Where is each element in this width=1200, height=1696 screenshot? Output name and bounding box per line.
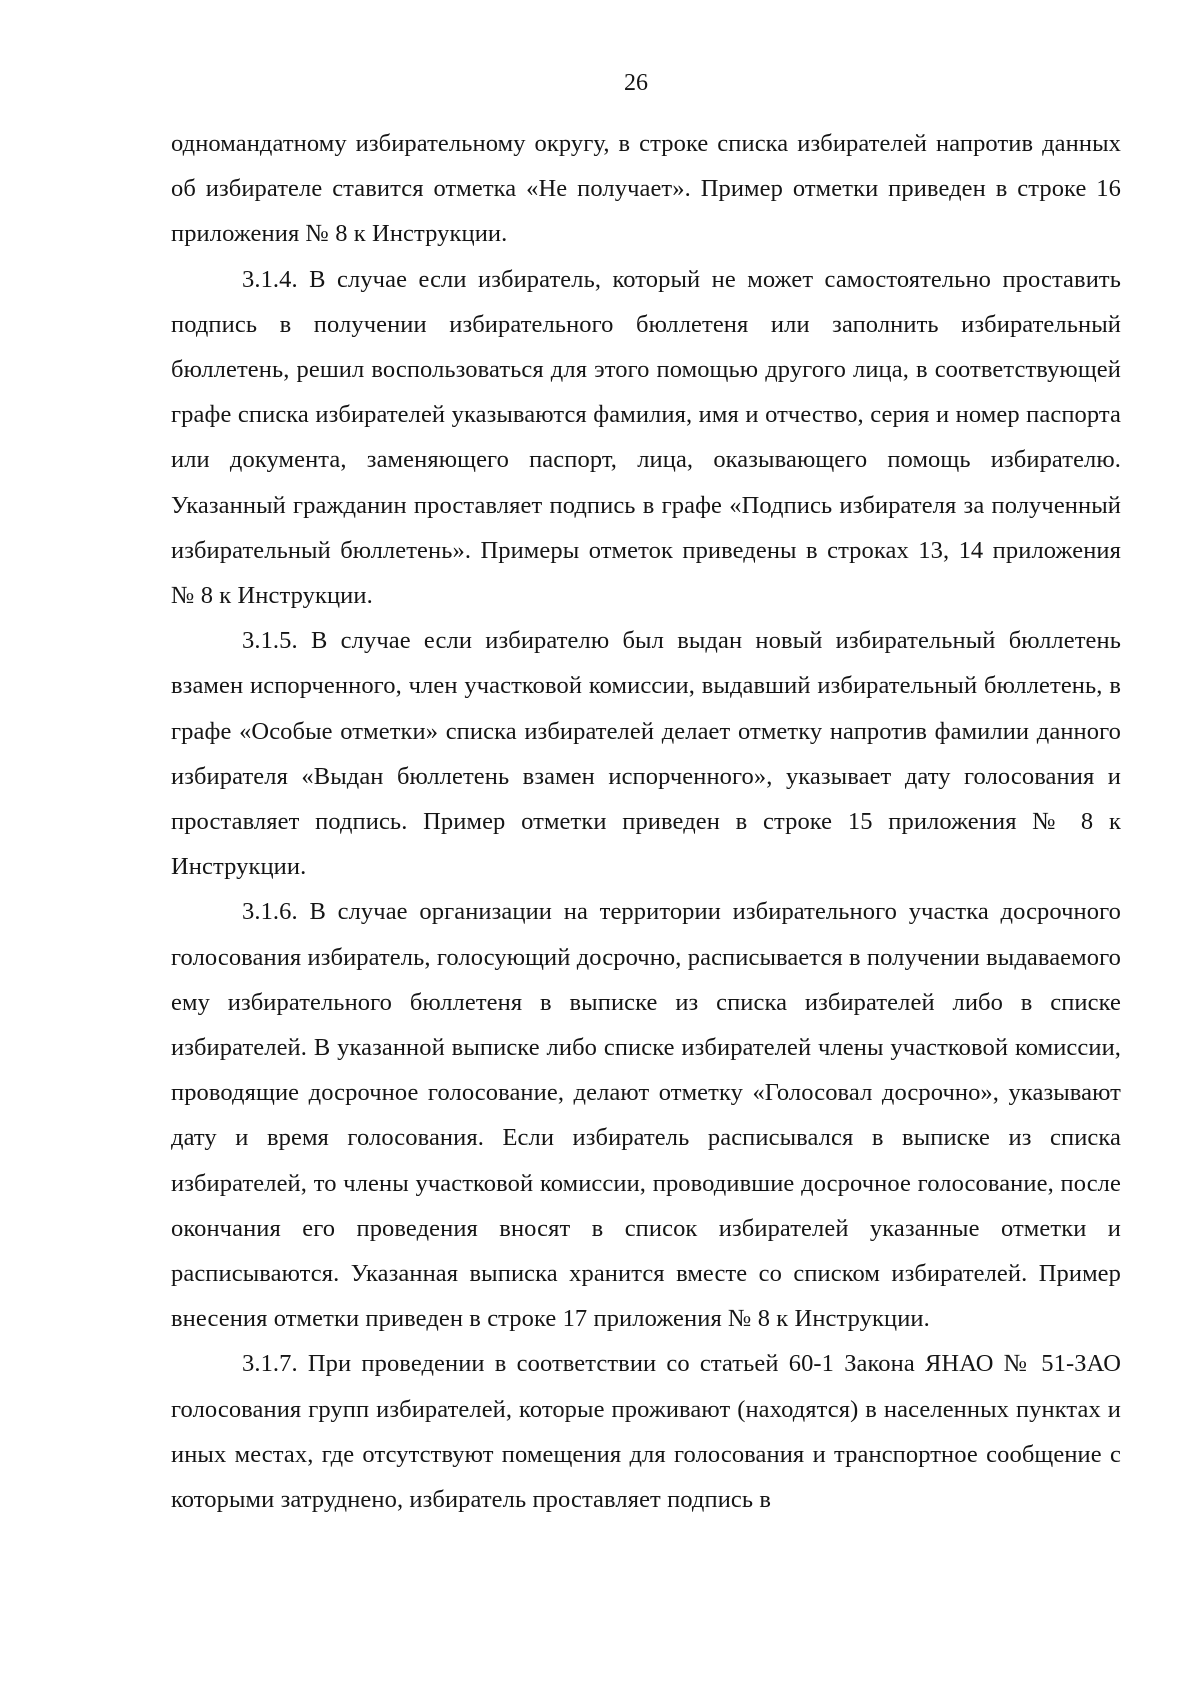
paragraph-3-1-5: 3.1.5. В случае если избирателю был выдан новый избирательный бюллетень взамен испорченного, член участковой комиссии, выдавший избирательный бюллетень, в графе «Особые отметки» списка избирателей делает отметку напротив фамилии данного избирателя «Выдан бюллетень взамен испорченного», указывает дату голосования и проставляет подпись. Пример отметки приведен в строке 15 приложения № 8 к Инструкции. [171, 627, 1121, 881]
paragraph-3-1-7: 3.1.7. При проведении в соответствии со статьей 60-1 Закона ЯНАО № 51-ЗАО голосования групп избирателей, которые проживают (находятся) в населенных пунктах и иных местах, где отсутствуют помещения для голосования и транспортное сообщение с которыми затруднено, избиратель проставляет подпись в [171, 1350, 1121, 1514]
document-body [171, 121, 1121, 1522]
paragraph-3-1-6: 3.1.6. В случае организации на территории избирательного участка досрочного голосования избиратель, голосующий досрочно, расписывается в получении выдаваемого ему избирательного бюллетеня в выписке из списка избирателей либо в списке избирателей. В указанной выписке либо списке избирателей члены участковой комиссии, проводящие досрочное голосование, делают отметку «Голосовал досрочно», указывают дату и время голосования. Если избиратель расписывался в выписке из списка избирателей, то члены участковой комиссии, проводившие досрочное голосование, после окончания его проведения вносят в список избирателей указанные отметки и расписываются. Указанная выписка хранится вместе со списком избирателей. Пример внесения отметки приведен в строке 17 приложения № 8 к Инструкции. [171, 898, 1121, 1333]
paragraph-continuation: одномандатному избирательному округу, в строке списка избирателей напротив данных об избирателе ставится отметка «Не получает». Пример отметки приведен в строке 16 приложения № 8 к Инструкции. [171, 130, 1121, 248]
page-number: 26 [624, 70, 648, 96]
paragraph-3-1-4: 3.1.4. В случае если избиратель, который не может самостоятельно проставить подпись в получении избирательного бюллетеня или заполнить избирательный бюллетень, решил воспользоваться для этого помощью другого лица, в соответствующей графе списка избирателей указываются фамилия, имя и отчество, серия и номер паспорта или документа, заменяющего паспорт, лица, оказывающего помощь избирателю. Указанный гражданин проставляет подпись в графе «Подпись избирателя за полученный избирательный бюллетень». Примеры отметок приведены в строках 13, 14 приложения № 8 к Инструкции. [171, 265, 1121, 610]
